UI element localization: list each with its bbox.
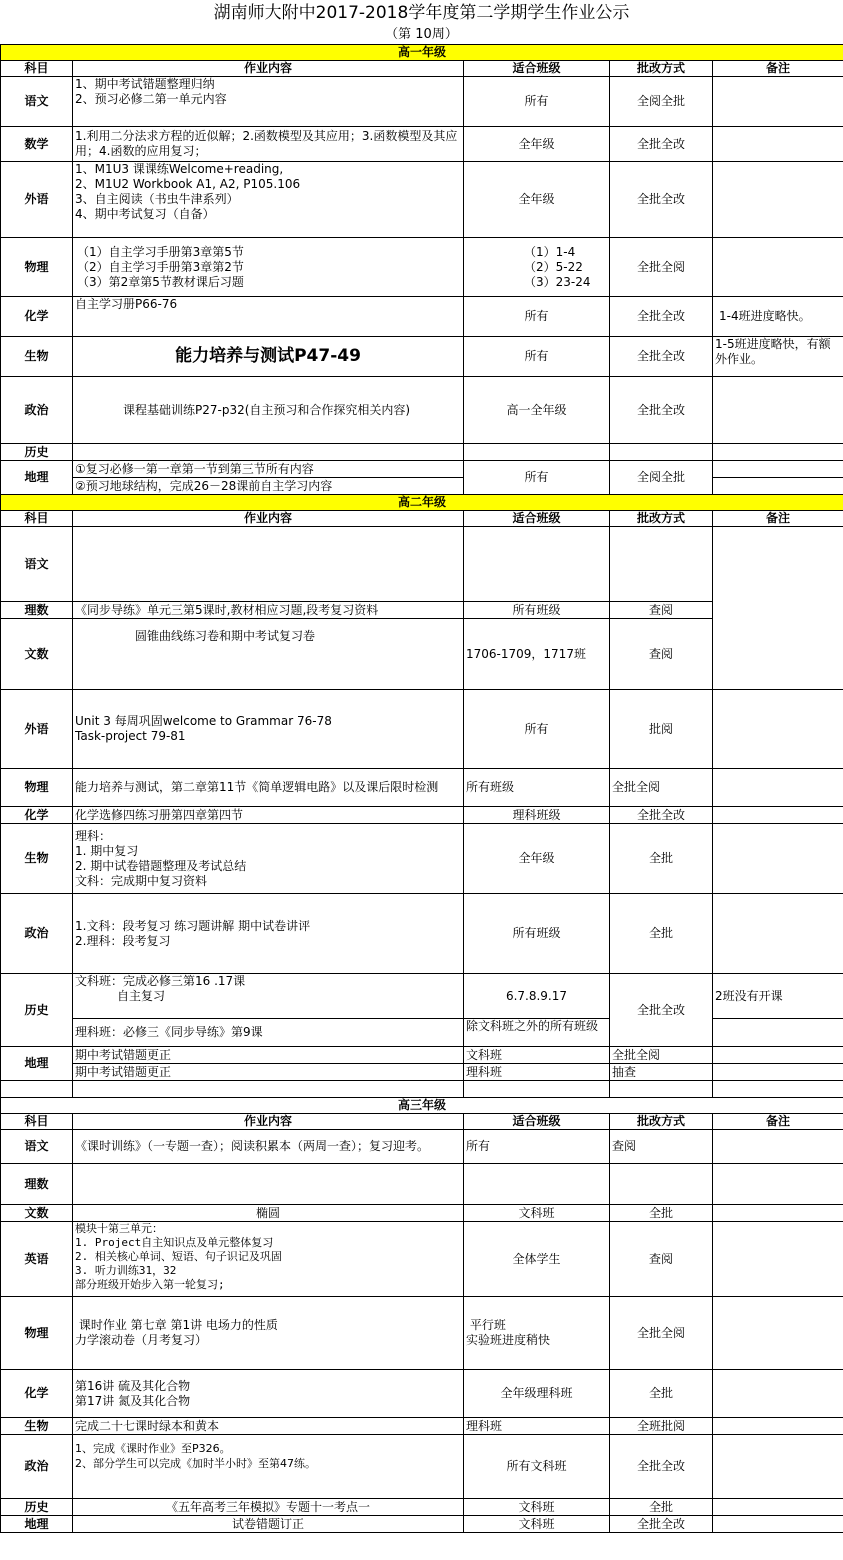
content-cell: 期中考试错题更正 bbox=[73, 1047, 464, 1064]
note-cell bbox=[713, 690, 843, 769]
subject-cell: 政治 bbox=[1, 1435, 73, 1499]
subject-cell: 政治 bbox=[1, 377, 73, 444]
method-cell: 全批全阅 bbox=[610, 769, 713, 807]
content-cell: 理科班：必修三《同步导练》第9课 bbox=[73, 1019, 464, 1047]
table-row bbox=[1, 1435, 843, 1499]
subject-cell: 历史 bbox=[1, 444, 73, 461]
col-subject: 科目 bbox=[1, 61, 73, 77]
class-cell: 理科班级 bbox=[464, 807, 610, 824]
method-cell: 全阅全批 bbox=[610, 461, 713, 495]
content-cell: 模块十第三单元： 1. Project自主知识点及单元整体复习 2. 相关核心单词、短语、句子识记及巩固 3. 听力训练31，32 部分班级开始步入第一轮复习; bbox=[73, 1222, 464, 1297]
class-cell bbox=[464, 1164, 610, 1205]
subject-cell: 文数 bbox=[1, 619, 73, 690]
class-cell: 文科班 bbox=[464, 1047, 610, 1064]
table-row bbox=[1, 1499, 843, 1516]
content-cell: 试卷错题订正 bbox=[73, 1516, 464, 1533]
col-note: 备注 bbox=[713, 1114, 843, 1130]
method-cell bbox=[610, 1164, 713, 1205]
method-cell: 全批全改 bbox=[610, 1435, 713, 1499]
method-cell: 全批全改 bbox=[610, 337, 713, 377]
col-class: 适合班级 bbox=[464, 61, 610, 77]
table-row bbox=[1, 162, 843, 238]
subject-cell: 物理 bbox=[1, 1297, 73, 1370]
method-cell: 查阅 bbox=[610, 619, 713, 690]
content-cell: 化学选修四练习册第四章第四节 bbox=[73, 807, 464, 824]
note-cell bbox=[713, 77, 843, 127]
method-cell: 查阅 bbox=[610, 1222, 713, 1297]
table-row bbox=[1, 1164, 843, 1205]
class-cell: 所有班级 bbox=[464, 894, 610, 974]
class-cell: （1）1-4 （2）5-22 （3）23-24 bbox=[464, 238, 610, 297]
content-cell: 完成二十七课时绿本和黄本 bbox=[73, 1418, 464, 1435]
table-row bbox=[1, 1516, 843, 1533]
table-row bbox=[1, 127, 843, 162]
note-cell bbox=[713, 527, 843, 690]
table-row bbox=[1, 974, 843, 1019]
content-cell: 《同步导练》单元三第5课时,教材相应习题,段考复习资料 bbox=[73, 602, 464, 619]
note-cell bbox=[713, 1019, 843, 1047]
col-class: 适合班级 bbox=[464, 511, 610, 527]
method-cell: 全批全阅 bbox=[610, 1047, 713, 1064]
subject-cell: 地理 bbox=[1, 1047, 73, 1081]
note-cell bbox=[713, 1418, 843, 1435]
table-row bbox=[1, 1297, 843, 1370]
class-cell bbox=[464, 527, 610, 602]
col-class: 适合班级 bbox=[464, 1114, 610, 1130]
method-cell: 全批全改 bbox=[610, 377, 713, 444]
note-cell bbox=[713, 1297, 843, 1370]
subject-cell: 化学 bbox=[1, 1370, 73, 1418]
method-cell: 查阅 bbox=[610, 1130, 713, 1164]
class-cell: 理科班 bbox=[464, 1418, 610, 1435]
table-row bbox=[1, 1019, 843, 1047]
content-cell: Unit 3 每周巩固welcome to Grammar 76-78 Task-project 79-81 bbox=[73, 690, 464, 769]
note-cell bbox=[713, 1164, 843, 1205]
method-cell: 全批全改 bbox=[610, 162, 713, 238]
method-cell bbox=[610, 527, 713, 602]
class-cell: 所有班级 bbox=[464, 602, 610, 619]
content-cell: 课程基础训练P27-p32(自主预习和合作探究相关内容) bbox=[73, 377, 464, 444]
note-cell bbox=[713, 1205, 843, 1222]
table-row bbox=[1, 1047, 843, 1064]
content-cell: 1、期中考试错题整理归纳 2、预习必修二第一单元内容 bbox=[73, 77, 464, 127]
content-cell: 第16讲 硫及其化合物 第17讲 氮及其化合物 bbox=[73, 1370, 464, 1418]
content-cell: ②预习地球结构，完成26－28课前自主学习内容 bbox=[73, 478, 464, 495]
table-row bbox=[1, 1064, 843, 1081]
subject-cell: 外语 bbox=[1, 690, 73, 769]
table-row bbox=[1, 1205, 843, 1222]
class-cell: 1706-1709，1717班 bbox=[464, 619, 610, 690]
method-cell: 全批 bbox=[610, 824, 713, 894]
class-cell: 所有 bbox=[464, 461, 610, 495]
table-row bbox=[1, 527, 843, 602]
subject-cell: 理数 bbox=[1, 602, 73, 619]
class-cell: 6.7.8.9.17 bbox=[464, 974, 610, 1019]
class-cell: 文科班 bbox=[464, 1499, 610, 1516]
content-cell: 课时作业 第七章 第1讲 电场力的性质 力学滚动卷（月考复习） bbox=[73, 1297, 464, 1370]
class-cell: 全年级 bbox=[464, 824, 610, 894]
class-cell: 所有 bbox=[464, 337, 610, 377]
content-cell: 《五年高考三年模拟》专题十一考点一 bbox=[73, 1499, 464, 1516]
subject-cell: 地理 bbox=[1, 461, 73, 495]
content-cell: 期中考试错题更正 bbox=[73, 1064, 464, 1081]
content-cell: 能力培养与测试P47-49 bbox=[73, 337, 464, 377]
subject-cell: 物理 bbox=[1, 238, 73, 297]
col-subject: 科目 bbox=[1, 1114, 73, 1130]
content-cell: 1.利用二分法求方程的近似解；2.函数模型及其应用；3.函数模型及其应用；4.函数的应用复习； bbox=[73, 127, 464, 162]
table-row bbox=[1, 690, 843, 769]
table-row bbox=[1, 1370, 843, 1418]
page-title: 湖南师大附中2017-2018学年度第二学期学生作业公示 bbox=[213, 3, 630, 23]
subject-cell: 物理 bbox=[1, 769, 73, 807]
subject-cell: 生物 bbox=[1, 824, 73, 894]
class-cell: 所有 bbox=[464, 1130, 610, 1164]
table-row bbox=[1, 461, 843, 478]
grade3-band bbox=[1, 1098, 843, 1114]
subject-cell: 数学 bbox=[1, 127, 73, 162]
subject-cell: 历史 bbox=[1, 1499, 73, 1516]
note-cell: 1-4班进度略快。 bbox=[713, 297, 843, 337]
method-cell: 全批全改 bbox=[610, 1516, 713, 1533]
class-cell: 所有 bbox=[464, 690, 610, 769]
class-cell: 所有文科班 bbox=[464, 1435, 610, 1499]
table-row bbox=[1, 894, 843, 974]
col-content: 作业内容 bbox=[73, 61, 464, 77]
col-content: 作业内容 bbox=[73, 511, 464, 527]
note-cell bbox=[713, 1516, 843, 1533]
content-cell bbox=[73, 1164, 464, 1205]
content-cell: 文科班：完成必修三第16 .17课 自主复习 bbox=[73, 974, 464, 1019]
table-row bbox=[1, 238, 843, 297]
col-method: 批改方式 bbox=[610, 61, 713, 77]
content-cell: 椭圆 bbox=[73, 1205, 464, 1222]
subject-cell: 生物 bbox=[1, 337, 73, 377]
col-subject: 科目 bbox=[1, 511, 73, 527]
note-cell: 2班没有开课 bbox=[713, 974, 843, 1019]
note-cell bbox=[713, 824, 843, 894]
subject-cell: 文数 bbox=[1, 1205, 73, 1222]
subject-cell: 语文 bbox=[1, 527, 73, 602]
method-cell: 全批全阅 bbox=[610, 238, 713, 297]
subject-cell: 语文 bbox=[1, 77, 73, 127]
table-row bbox=[1, 1222, 843, 1297]
note-cell bbox=[713, 1064, 843, 1081]
week-label: （第 10周） bbox=[385, 27, 458, 42]
content-cell: 自主学习册P66-76 bbox=[73, 297, 464, 337]
content-cell: ①复习必修一第一章第一节到第三节所有内容 bbox=[73, 461, 464, 478]
method-cell: 批阅 bbox=[610, 690, 713, 769]
note-cell bbox=[713, 1370, 843, 1418]
class-cell bbox=[464, 444, 610, 461]
subject-cell: 历史 bbox=[1, 974, 73, 1047]
grade3-label: 高三年级 bbox=[1, 1098, 843, 1114]
col-note: 备注 bbox=[713, 511, 843, 527]
subject-cell: 外语 bbox=[1, 162, 73, 238]
table-row bbox=[1, 297, 843, 337]
method-cell: 全班批阅 bbox=[610, 1418, 713, 1435]
note-cell bbox=[713, 162, 843, 238]
method-cell bbox=[610, 444, 713, 461]
subject-cell: 理数 bbox=[1, 1164, 73, 1205]
grade1-band bbox=[1, 45, 843, 61]
subject-cell: 生物 bbox=[1, 1418, 73, 1435]
method-cell: 抽查 bbox=[610, 1064, 713, 1081]
method-cell: 全批全改 bbox=[610, 807, 713, 824]
method-cell: 全批 bbox=[610, 1499, 713, 1516]
note-cell bbox=[713, 444, 843, 461]
method-cell: 查阅 bbox=[610, 602, 713, 619]
class-cell: 文科班 bbox=[464, 1205, 610, 1222]
content-cell: 圆锥曲线练习卷和期中考试复习卷 bbox=[73, 619, 464, 690]
class-cell: 平行班 实验班进度稍快 bbox=[464, 1297, 610, 1370]
grade1-label: 高一年级 bbox=[1, 45, 843, 61]
note-cell bbox=[713, 894, 843, 974]
table-row bbox=[1, 1130, 843, 1164]
class-cell: 高一全年级 bbox=[464, 377, 610, 444]
subject-cell: 化学 bbox=[1, 807, 73, 824]
note-cell bbox=[713, 1435, 843, 1499]
method-cell: 全阅全批 bbox=[610, 77, 713, 127]
method-cell: 全批全改 bbox=[610, 297, 713, 337]
content-cell: 理科： 1. 期中复习 2. 期中试卷错题整理及考试总结 文科：完成期中复习资料 bbox=[73, 824, 464, 894]
class-cell: 全体学生 bbox=[464, 1222, 610, 1297]
class-cell: 理科班 bbox=[464, 1064, 610, 1081]
content-cell: 1.文科：段考复习 练习题讲解 期中试卷讲评 2.理科：段考复习 bbox=[73, 894, 464, 974]
content-cell: 《课时训练》（一专题一查）；阅读积累本（两周一查）；复习迎考。 bbox=[73, 1130, 464, 1164]
table-row bbox=[1, 769, 843, 807]
note-cell bbox=[713, 238, 843, 297]
content-cell bbox=[73, 444, 464, 461]
class-cell: 所有班级 bbox=[464, 769, 610, 807]
note-cell bbox=[713, 1130, 843, 1164]
note-cell bbox=[713, 377, 843, 444]
method-cell: 全批 bbox=[610, 1205, 713, 1222]
subject-cell: 语文 bbox=[1, 1130, 73, 1164]
note-cell bbox=[713, 769, 843, 807]
note-cell bbox=[713, 1499, 843, 1516]
method-cell: 全批全阅 bbox=[610, 1297, 713, 1370]
grade2-header bbox=[1, 511, 843, 527]
col-content: 作业内容 bbox=[73, 1114, 464, 1130]
class-cell: 全年级理科班 bbox=[464, 1370, 610, 1418]
note-cell: 1-5班进度略快，有额外作业。 bbox=[713, 337, 843, 377]
class-cell: 文科班 bbox=[464, 1516, 610, 1533]
content-cell: 能力培养与测试，第二章第11节《简单逻辑电路》以及课后限时检测 bbox=[73, 769, 464, 807]
method-cell: 全批 bbox=[610, 894, 713, 974]
col-method: 批改方式 bbox=[610, 1114, 713, 1130]
col-note: 备注 bbox=[713, 61, 843, 77]
grade2-band bbox=[1, 495, 843, 511]
table-row bbox=[1, 444, 843, 461]
table-row bbox=[1, 337, 843, 377]
note-cell bbox=[713, 807, 843, 824]
class-cell: 除文科班之外的所有班级 bbox=[464, 1019, 610, 1047]
homework-table bbox=[0, 44, 843, 1533]
grade2-label: 高二年级 bbox=[1, 495, 843, 511]
method-cell: 全批 bbox=[610, 1370, 713, 1418]
subject-cell: 政治 bbox=[1, 894, 73, 974]
note-cell bbox=[713, 461, 843, 478]
note-cell bbox=[713, 127, 843, 162]
class-cell: 全年级 bbox=[464, 162, 610, 238]
note-cell bbox=[713, 1047, 843, 1064]
blank-row bbox=[1, 1081, 843, 1098]
content-cell: 1、M1U3 课课练Welcome+reading, 2、M1U2 Workbook A1, A2, P105.106 3、自主阅读（书虫牛津系列） 4、期中考试复习（自备） bbox=[73, 162, 464, 238]
note-cell bbox=[713, 478, 843, 495]
table-row bbox=[1, 824, 843, 894]
class-cell: 所有 bbox=[464, 297, 610, 337]
grade1-header bbox=[1, 61, 843, 77]
method-cell: 全批全改 bbox=[610, 127, 713, 162]
class-cell: 全年级 bbox=[464, 127, 610, 162]
method-cell: 全批全改 bbox=[610, 974, 713, 1047]
table-row bbox=[1, 807, 843, 824]
content-cell: （1）自主学习手册第3章第5节 （2）自主学习手册第3章第2节 （3）第2章第5节教材课后习题 bbox=[73, 238, 464, 297]
subject-cell: 英语 bbox=[1, 1222, 73, 1297]
content-cell bbox=[73, 527, 464, 602]
col-method: 批改方式 bbox=[610, 511, 713, 527]
table-row bbox=[1, 77, 843, 127]
content-cell: 1、完成《课时作业》至P326。 2、部分学生可以完成《加时半小时》至第47练。 bbox=[73, 1435, 464, 1499]
grade3-header bbox=[1, 1114, 843, 1130]
subject-cell: 地理 bbox=[1, 1516, 73, 1533]
note-cell bbox=[713, 1222, 843, 1297]
table-row bbox=[1, 478, 843, 495]
subject-cell: 化学 bbox=[1, 297, 73, 337]
table-row bbox=[1, 1418, 843, 1435]
class-cell: 所有 bbox=[464, 77, 610, 127]
table-row bbox=[1, 377, 843, 444]
